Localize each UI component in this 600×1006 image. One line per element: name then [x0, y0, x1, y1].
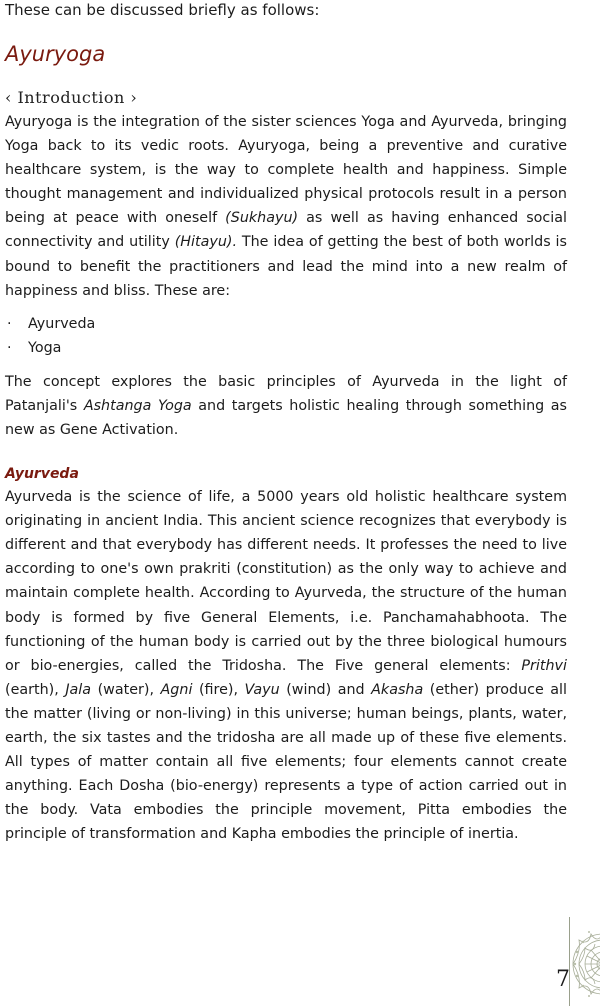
text-run: Ayuryoga is the integration of the sister sciences Yoga and Ayurveda, bringing Yoga back to its vedic roots. Ayuryoga, being a preventive and curative healthcare system, is the way to complete health and happiness. Simple thought management and individualized physical protocols result in a person being at peace with oneself: [5, 114, 567, 227]
sciences-list: [5, 312, 567, 360]
text-run: (water),: [91, 681, 161, 698]
term-hitayu: (Hitayu).: [174, 234, 237, 251]
text-run: (ether) produce all the matter (living or non-living) in this universe; human beings, plants, water, earth, the six tastes and the tridosha are all made up of these five elements. All types of matter contain all five elements; four elements cannot create anything. Each Dosha (bio-energy) represents a type of action carried out in the body. Vata embodies the principle movement, Pitta embodies the principle of transformation and Kapha embodies the principle of inertia.: [5, 681, 567, 843]
lead-sentence: These can be discussed briefly as follows:: [5, 1, 320, 19]
ayurveda-paragraph: [5, 485, 567, 846]
term-vayu: Vayu: [244, 681, 280, 698]
list-item: [5, 312, 567, 336]
text-run: (wind) and: [279, 681, 372, 698]
term-akasha: Akasha: [371, 681, 424, 698]
term-prithvi: Prithvi: [521, 657, 567, 674]
page-number: 7: [556, 967, 570, 992]
text-run: Ayurveda is the science of life, a 5000 years old holistic healthcare system originating in ancient India. This ancient science recognizes that everybody is different and that everybody has different needs. It professes the need to live according to one's own prakriti (constitution) as the only way to achieve and maintain complete health. According to Ayurveda, the structure of the human body is formed by five General Elements, i.e. Panchamahabhoota. The functioning of the human body is carried out by the three biological humours or bio-energies, called the Tridosha. The Five general elements:: [5, 489, 567, 674]
term-ashtanga-yoga: Ashtanga Yoga: [83, 397, 192, 414]
concept-paragraph: [5, 370, 567, 442]
page-content: [5, 0, 567, 846]
text-run: as well as having enhanced social connectivity and utility: [5, 210, 567, 251]
text-run: The concept explores the basic principles of Ayurveda in the light of Patanjali's: [5, 373, 567, 414]
term-agni: Agni: [160, 681, 193, 698]
introduction-paragraph: [5, 110, 567, 303]
list-item: [5, 336, 567, 360]
list-item-label: Ayurveda: [28, 315, 96, 332]
ayurveda-heading: Ayurveda: [5, 466, 79, 483]
section-title: Ayuryoga: [5, 42, 106, 66]
text-run: and targets holistic healing through something as new as Gene Activation.: [5, 397, 567, 438]
text-run: (fire),: [192, 681, 245, 698]
mandala-ornament-icon: [569, 922, 600, 1006]
term-sukhayu: (Sukhayu): [225, 210, 299, 227]
text-run: (earth),: [5, 681, 66, 698]
bullet-marker: ·: [7, 339, 12, 356]
bullet-marker: ·: [7, 315, 12, 332]
text-run: The idea of getting the best of both worlds is bound to benefit the practitioners and lead the mind into a new realm of happiness and bliss. These are:: [5, 234, 567, 299]
term-jala: Jala: [65, 681, 92, 698]
introduction-heading: ‹ Introduction ›: [5, 88, 138, 107]
list-item-label: Yoga: [28, 339, 62, 356]
